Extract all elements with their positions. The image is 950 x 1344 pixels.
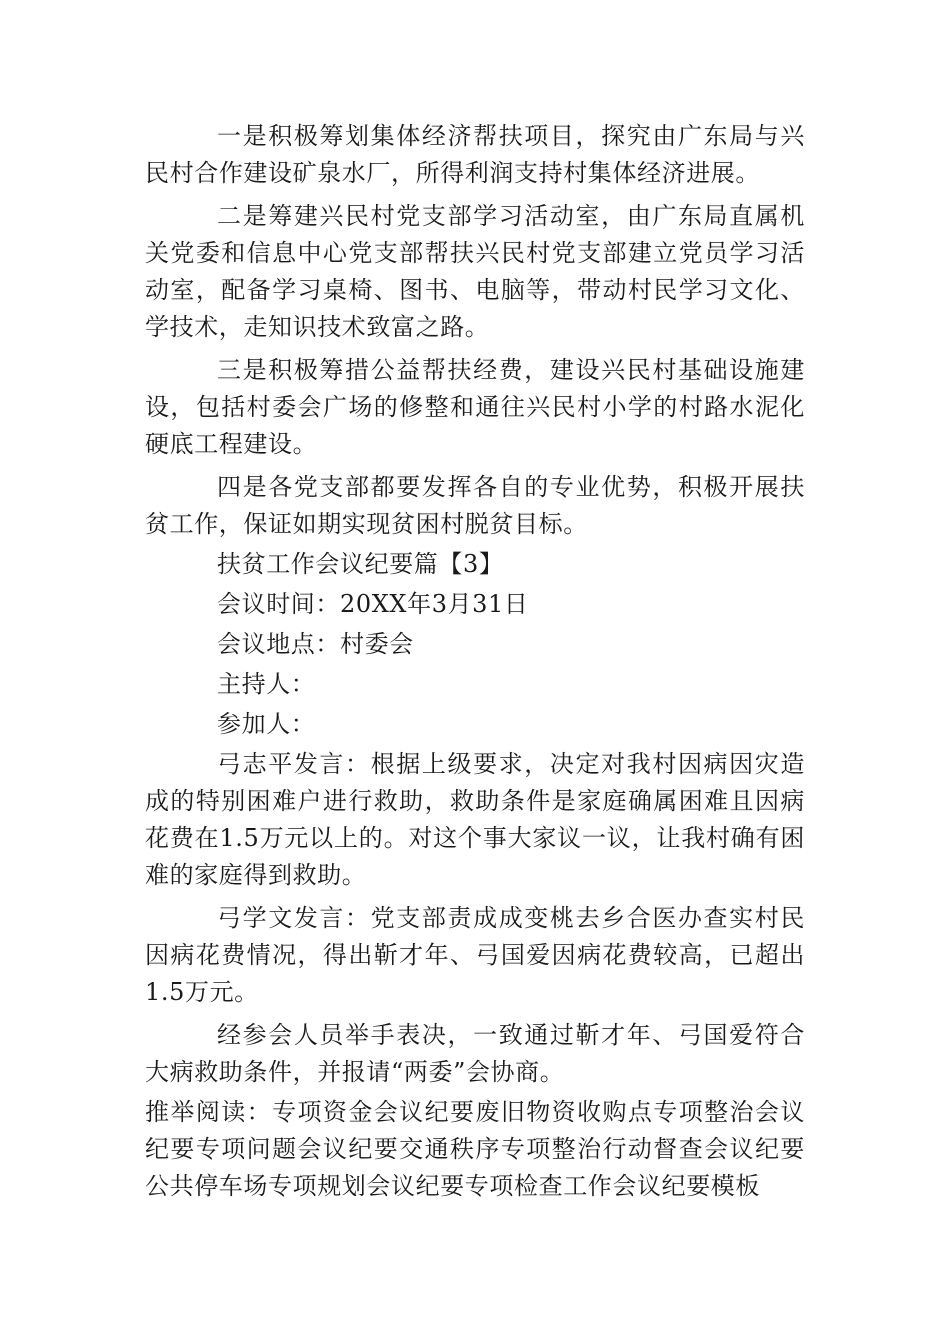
paragraph-item-3: 三是积极筹措公益帮扶经费，建设兴民村基础设施建设，包括村委会广场的修整和通往兴民村小学的村路水泥化硬底工程建设。 bbox=[145, 356, 805, 458]
meeting-time: 会议时间：20XX年3月31日 bbox=[217, 590, 529, 618]
resolution-paragraph: 经参会人员举手表决，一致通过靳才年、弓国爱符合大病救助条件，并报请“两委”会协商。 bbox=[145, 1021, 805, 1086]
paragraph-item-4: 四是各党支部都要发挥各自的专业优势，积极开展扶贫工作，保证如期实现贫困村脱贫目标。 bbox=[145, 473, 805, 538]
speech-paragraph: 弓学文发言：党支部责成成变桃去乡合医办查实村民因病花费情况，得出靳才年、弓国爱因病花费较高，已超出1.5万元。 bbox=[145, 904, 805, 1006]
paragraph-item-1: 一是积极筹划集体经济帮扶项目，探究由广东局与兴民村合作建设矿泉水厂，所得利润支持村集体经济进展。 bbox=[145, 122, 805, 187]
paragraph-item-2: 二是筹建兴民村党支部学习活动室，由广东局直属机关党委和信息中心党支部帮扶兴民村党支部建立党员学习活动室，配备学习桌椅、图书、电脑等，带动村民学习文化、学技术，走知识技术致富之路。 bbox=[145, 202, 805, 341]
meeting-host: 主持人： bbox=[217, 670, 316, 698]
section-heading: 扶贫工作会议纪要篇【3】 bbox=[217, 550, 504, 578]
meeting-location: 会议地点：村委会 bbox=[217, 630, 414, 658]
speech-paragraph: 弓志平发言：根据上级要求，决定对我村因病因灾造成的特别困难户进行救助，救助条件是家庭确属困难且因病花费在1.5万元以上的。对这个事大家议一议，让我村确有困难的家庭得到救助。 bbox=[145, 750, 805, 889]
document-body bbox=[145, 118, 805, 1205]
recommended-reading: 推举阅读：专项资金会议纪要废旧物资收购点专项整治会议纪要专项问题会议纪要交通秩序专项整治行动督查会议纪要公共停车场专项规划会议纪要专项检查工作会议纪要模板 bbox=[145, 1098, 805, 1200]
meeting-attendees: 参加人： bbox=[217, 710, 316, 738]
